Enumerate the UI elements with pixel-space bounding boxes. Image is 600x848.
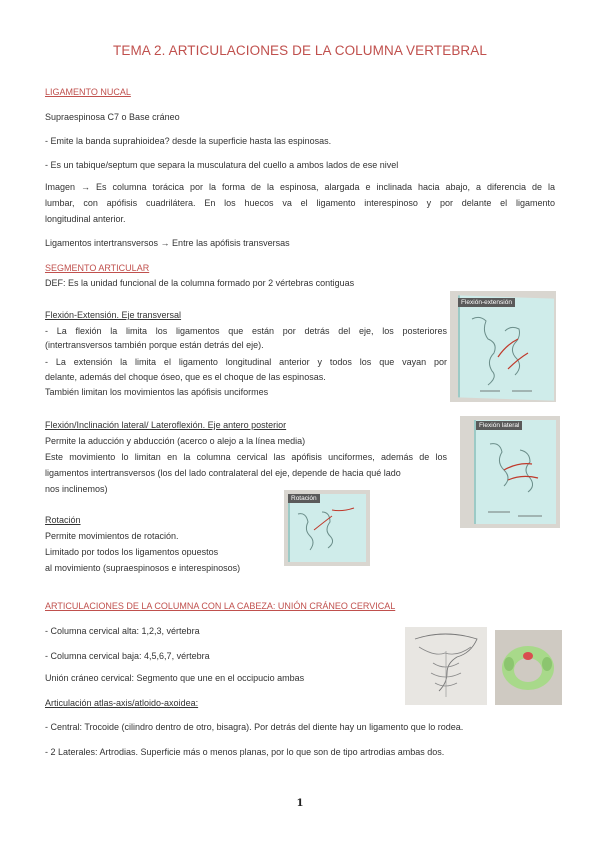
- paragraph: - Es un tabique/septum que separa la musculatura del cuello a ambos lados de ese nivel: [45, 160, 399, 170]
- paragraph-line: delante, además del choque óseo, que es el choque de las espinosas.: [45, 372, 326, 382]
- atlas-model-photo: [495, 630, 562, 705]
- paragraph: Ligamentos intertransversos → Entre las apófisis transversas: [45, 238, 290, 248]
- photo-label: Flexión-extensión: [458, 298, 515, 307]
- paragraph-line: ligamentos intertransversos (los del lado contralateral del eje, depende de hacia qué lado: [45, 468, 401, 478]
- paragraph: Supraespinosa C7 o Base cráneo: [45, 112, 180, 122]
- paragraph: Unión cráneo cervical: Segmento que une en el occipucio ambas: [45, 673, 305, 683]
- paragraph-line: - La extensión la limita el ligamento longitudinal anterior y todos los que vayan por: [45, 357, 447, 367]
- paragraph: - Columna cervical baja: 4,5,6,7, vértebra: [45, 651, 210, 661]
- section-heading-segmento-articular: SEGMENTO ARTICULAR: [45, 263, 150, 273]
- paragraph: - Emite la banda suprahioidea? desde la superficie hasta las espinosas.: [45, 136, 332, 146]
- definition: DEF: Es la unidad funcional de la columna formado por 2 vértebras contiguas: [45, 278, 355, 288]
- subheading-flexion-extension: Flexión-Extensión. Eje transversal: [45, 310, 182, 320]
- paragraph: - Columna cervical alta: 1,2,3, vértebra: [45, 626, 200, 636]
- spine-sketch-icon: [460, 416, 560, 528]
- paragraph-line: - La flexión la limita los ligamentos que están por detrás del eje, los posteriores: [45, 326, 447, 336]
- spine-sketch-icon: [450, 291, 556, 402]
- paragraph-line: nos inclinemos): [45, 484, 108, 494]
- subheading-flexion-lateral: Flexión/Inclinación lateral/ Lateroflexión. Eje antero posterior: [45, 420, 287, 430]
- paragraph-line: longitudinal anterior.: [45, 214, 126, 224]
- paragraph-line: Permite movimientos de rotación.: [45, 531, 179, 541]
- section-heading-ligamento-nucal: LIGAMENTO NUCAL: [45, 87, 131, 97]
- section-heading-union-craneo-cervical: ARTICULACIONES DE LA COLUMNA CON LA CABEZA: UNIÓN CRÁNEO CERVICAL: [45, 601, 396, 611]
- spine-sketch-icon: [284, 490, 370, 566]
- atlas-vertebra-icon: [495, 630, 562, 705]
- photo-label: Rotación: [288, 494, 320, 503]
- photo-label: Flexión lateral: [476, 421, 522, 430]
- anatomy-sketch-icon: [405, 627, 487, 705]
- subheading-rotacion: Rotación: [45, 515, 81, 525]
- paragraph: - 2 Laterales: Artrodias. Superficie más o menos planas, por lo que son de tipo artrodias ambas dos.: [45, 747, 445, 757]
- craneo-cervical-drawing: [405, 627, 487, 705]
- paragraph-line: al movimiento (supraespinosos e interespinosos): [45, 563, 241, 573]
- paragraph-line: Limitado por todos los ligamentos opuestos: [45, 547, 219, 557]
- paragraph-line: lumbar, con apófisis cuadrilátera. En los huecos va el ligamento interespinoso y por delante el ligamento: [45, 198, 555, 208]
- rotacion-photo: [284, 490, 370, 566]
- paragraph: - Central: Trocoide (cilindro dentro de otro, bisagra). Por detrás del diente hay un ligamento que lo rodea.: [45, 722, 464, 732]
- flexion-lateral-photo: [460, 416, 560, 528]
- paragraph-line: (intertransversos también porque están detrás del eje).: [45, 340, 264, 350]
- paragraph-line: Permite la aducción y abducción (acerco o alejo a la línea media): [45, 436, 306, 446]
- subheading-atlas-axis: Articulación atlas-axis/atloido-axoidea:: [45, 698, 199, 708]
- page-number: 1: [296, 798, 304, 809]
- paragraph-line: Este movimiento lo limitan en la columna cervical las apófisis unciformes, además de los: [45, 452, 447, 462]
- page-title: TEMA 2. ARTICULACIONES DE LA COLUMNA VERTEBRAL: [113, 43, 487, 58]
- paragraph-line: Imagen → Es columna torácica por la forma de la espinosa, alargada e inclinada hacia abajo, a diferencia de la: [45, 182, 555, 192]
- paragraph-line: También limitan los movimientos las apófisis unciformes: [45, 387, 269, 397]
- flexion-extension-photo: [450, 291, 556, 402]
